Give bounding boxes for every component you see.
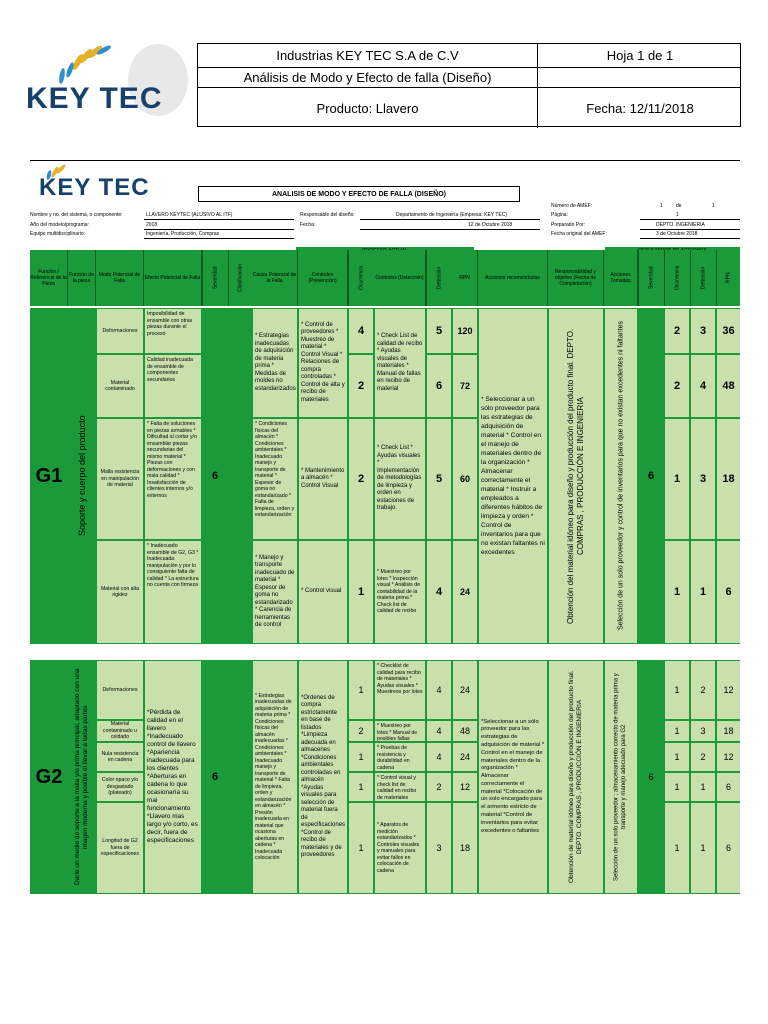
- g1-acciones: [479, 309, 547, 643]
- g2-rpn-3-text: 24: [459, 751, 470, 762]
- g1-sev2: [638, 308, 664, 644]
- g2-ocurrencia-5-text: 1: [358, 842, 364, 853]
- g1-det2-3-text: 3: [699, 472, 707, 485]
- g1-ocurrencia-1-text: 4: [357, 324, 365, 337]
- form-title: ANALISIS DE MODO Y EFECTO DE FALLA (DISEÑO): [272, 190, 446, 198]
- g2-id: [30, 660, 68, 894]
- g2-deteccion-ctrl-1: [375, 661, 425, 719]
- date-label: Fecha:: [300, 222, 316, 228]
- g2-deteccion-2-text: 4: [436, 725, 442, 736]
- team-label: Equipo multidisciplinario:: [30, 231, 86, 237]
- col-deteccion-ctrl: [374, 250, 426, 306]
- g1-ocu2-4-text: 1: [673, 585, 681, 598]
- g1-deteccion-4-text: 4: [435, 585, 443, 598]
- col-sev2: [638, 250, 664, 306]
- g1-deteccion-ctrl-2-text: * Check List * Ayudas visuales * Implementación de metodologías de limpieza y orden en estaciones de trabajo.: [377, 445, 422, 512]
- g2-rpn2-4: [717, 773, 740, 801]
- g2-modo-5: [97, 803, 143, 893]
- g1-rpn2-1-text: 36: [722, 324, 735, 337]
- g2-modo-4-text: Color opaco y/o desgastado (plateado): [101, 777, 139, 797]
- g1-ocu2-1: [665, 309, 689, 353]
- g2-rpn2-2: [717, 721, 740, 741]
- g1-rpn2-4-text: 6: [725, 585, 732, 598]
- g2-deteccion-4-text: 2: [436, 781, 442, 792]
- g2-ocurrencia-1-text: 1: [358, 684, 364, 695]
- g1-rpn-3: [453, 419, 477, 539]
- g2-responsabilidad-text: Obtención de material idóneo para diseño y producción del producto final. DEPTO. COMPRAS , PRODUCCIÓN E INGENIERIA: [568, 670, 583, 884]
- g2-deteccion-5-text: 3: [436, 842, 442, 853]
- g2-rpn-5-text: 18: [459, 842, 470, 853]
- g1-deteccion-3-text: 5: [435, 472, 443, 485]
- form-logo: [35, 162, 185, 202]
- col-funcion-pieza: [68, 250, 96, 306]
- g1-tomadas: [605, 309, 637, 643]
- col-tomadas-label: Acciones Tomadas: [610, 272, 631, 284]
- g1-causa-1-text: * Estrategias inadecuadas de adquisición de materia prima * Medidas de moldes no estandarizados: [255, 333, 296, 392]
- col-severidad-label: Severidad: [212, 266, 219, 290]
- g2-rpn2-1: [717, 661, 740, 719]
- orig-value: 3 de Octubre 2018: [656, 231, 698, 237]
- col-ocurrencia: [348, 250, 374, 306]
- col-efecto-label: Efecto Potencial de Falla: [144, 275, 201, 281]
- g1-efecto-1: [145, 309, 201, 353]
- col-clasificacion-label: Clasificación: [237, 263, 244, 293]
- g2-det2-2: [691, 721, 715, 741]
- g2-deteccion-ctrl-3-text: * Pruebas de resistencia y durabilidad en cadena: [377, 745, 410, 771]
- g2-modo-4: [97, 773, 143, 801]
- col-det2-label: Detección: [700, 266, 707, 290]
- col-modo: [96, 250, 144, 306]
- g1-ocu2-1-text: 2: [673, 324, 681, 337]
- rule: [640, 238, 740, 239]
- g2-deteccion-ctrl-2: [375, 721, 425, 741]
- g2-rpn2-3: [717, 743, 740, 771]
- g1-funcion-text: Soporte y cuerpo del producto: [76, 415, 87, 537]
- col-tomadas: [604, 250, 638, 306]
- g2-modo-1-text: Deformaciones: [102, 686, 138, 693]
- g2-modo-3-text: Nula resistencia en cadena: [101, 750, 139, 763]
- year-label: Año del modelo/programa:: [30, 222, 89, 228]
- g2-ocu2-2-text: 1: [674, 725, 680, 736]
- col-causa: [252, 250, 298, 306]
- g2-deteccion-ctrl-4-text: * Control visual y check list de calidad en recibo de materiales: [377, 775, 417, 801]
- g2-clasificacion: [228, 660, 252, 894]
- prep-value: DEPTO. INGENIERIA: [656, 222, 705, 228]
- team-value: Ingeniería, Producción, Compras: [146, 231, 220, 237]
- g1-tomadas-text: Selección de un solo proveedor y control de inventarios para que no existan excedentes ni faltantes: [617, 321, 625, 631]
- g2-prevencion: [299, 661, 347, 893]
- g1-rpn2-3: [717, 419, 740, 539]
- g1-modo-4: [97, 541, 143, 643]
- g2-ocurrencia-4: [349, 773, 373, 801]
- amef-value: 1: [660, 203, 663, 209]
- col-prevencion: [298, 250, 348, 306]
- g2-modo-2: [97, 721, 143, 741]
- rule: [640, 229, 740, 230]
- g2-rpn2-4-text: 6: [725, 781, 731, 792]
- page-label: Página:: [551, 212, 568, 218]
- amef-de: de: [676, 203, 682, 209]
- g1-causa-3-text: * Manejo y transporte inadecuado de material * Espesor de goma no estandarizado * Carencia de herramientas de control: [255, 554, 295, 628]
- g2-ocu2-2: [665, 721, 689, 741]
- g2-sev2-text: 6: [648, 771, 654, 782]
- g1-causa-2-text: * Condiciones físicas del almacén * Condiciones ambientales * Inadecuado manejo y transporte de material * Espesor de goma no estandarizado * Falta de limpieza, orden y estandarización: [255, 421, 295, 518]
- g2-rpn2-5: [717, 803, 740, 893]
- g1-prevencion-3-text: * Control visual: [301, 588, 342, 595]
- g2-rpn-2-text: 48: [459, 725, 470, 736]
- g2-acciones: [479, 661, 547, 893]
- g2-deteccion-3: [427, 743, 451, 771]
- g2-rpn2-3-text: 12: [723, 751, 734, 762]
- col-ocu2: [664, 250, 690, 306]
- header-box: [197, 43, 741, 127]
- g1-ocu2-3: [665, 419, 689, 539]
- col-rpn-label: RPN: [459, 275, 470, 281]
- g1-efecto-3-text: * Falta de soluciones en piezas armables * Dificultad al cortar y/o ensamblar piezas secundarias del mismo material * Piezas con deformaciones y con mala calidad * Insatisfacción de clientes internos y/o externos: [147, 421, 197, 499]
- g1-rpn-2-text: 72: [459, 380, 470, 391]
- g2-ocurrencia-3: [349, 743, 373, 771]
- g2-deteccion-1: [427, 661, 451, 719]
- g2-ocurrencia-3-text: 1: [358, 751, 364, 762]
- amef-label: Número de AMEF:: [551, 203, 593, 209]
- g2-funcion-text: Darle un medio de soporte a la malla y/o prima principal, adaptado con una imagen moderna y posible el llevar a todas partes: [74, 668, 89, 886]
- g1-deteccion-ctrl-1: [375, 309, 425, 417]
- g2-id-text: G2: [35, 765, 63, 788]
- g1-deteccion-ctrl-2: [375, 419, 425, 539]
- g1-det2-1-text: 3: [699, 324, 707, 337]
- g2-ocurrencia-2-text: 2: [358, 725, 364, 736]
- header-date: Fecha: 12/11/2018: [586, 100, 694, 116]
- g1-prevencion-3: [299, 541, 347, 643]
- g2-ocu2-5: [665, 803, 689, 893]
- col-responsabilidad: [548, 250, 604, 306]
- g2-modo-1: [97, 661, 143, 719]
- g1-ocurrencia-3-text: 2: [357, 472, 365, 485]
- g2-deteccion-4: [427, 773, 451, 801]
- g1-severidad: [202, 308, 228, 644]
- col-funcion-label: Función / Referencia de la Pieza: [30, 269, 67, 287]
- g2-deteccion-ctrl-3: [375, 743, 425, 771]
- g1-deteccion-1-text: 5: [435, 324, 443, 337]
- g1-det2-3: [691, 419, 715, 539]
- g2-ocurrencia-4-text: 1: [358, 781, 364, 792]
- g1-rpn2-2-text: 48: [722, 379, 735, 392]
- form-top-rule: [30, 160, 740, 161]
- col-ocu2-label: Ocurrencia: [674, 265, 681, 291]
- g1-rpn2-4: [717, 541, 740, 643]
- g1-ocurrencia-2-text: 2: [357, 379, 365, 392]
- g1-ocurrencia-4-text: 1: [357, 585, 365, 598]
- analysis-title: Análisis de Modo y Efecto de falla (Diseño): [198, 68, 538, 87]
- g1-ocurrencia-3: [349, 419, 373, 539]
- col-funcion-pieza-label: Función de la pieza: [69, 272, 94, 284]
- g2-rpn2-5-text: 6: [725, 842, 731, 853]
- g2-ocu2-3-text: 1: [674, 751, 680, 762]
- g2-det2-2-text: 3: [700, 725, 706, 736]
- g2-ocu2-1: [665, 661, 689, 719]
- g2-tomadas-text: Selección de un solo proveedor ; almacenamiento correcto de materia prima y transporte y manejo adecuado para G2: [613, 673, 627, 881]
- g2-rpn-1-text: 24: [459, 684, 470, 695]
- g1-severidad-text: 6: [211, 469, 219, 482]
- g2-rpn-5: [453, 803, 477, 893]
- col-ocurrencia-label: Ocurrencia: [358, 265, 365, 291]
- col-det2: [690, 250, 716, 306]
- product-name: Producto: Llavero: [198, 88, 538, 128]
- g1-prevencion-2: [299, 419, 347, 539]
- logo-text: KEY TEC: [26, 82, 163, 115]
- g1-efecto-3: [145, 419, 201, 539]
- g1-ocurrencia-1: [349, 309, 373, 353]
- rule: [360, 219, 540, 220]
- col-deteccion: [426, 250, 452, 306]
- g1-causa-3: [253, 541, 297, 643]
- g1-det2-2-text: 4: [699, 379, 707, 392]
- g2-det2-1: [691, 661, 715, 719]
- company-logo: [18, 40, 188, 120]
- g1-det2-4: [691, 541, 715, 643]
- g1-prevencion-1-text: * Control de proveedores * Muestreo de material * Control Visual * Relaciones de compra controladas * Control de alta y recibo de materiales: [301, 321, 345, 403]
- name-label: Nombre y no. del sistema, o componente:: [30, 212, 123, 218]
- g2-acciones-text: *Seleccionar a un sólo proveedor para las estrategias de adquisición de material * Control en el manejo de materiales dentro de la organización * Almacenar correctamente el material *Colocación de un solo encargado para el armento estricto de material *Control de inventarios para evitar excedentes o faltantes: [481, 718, 545, 834]
- g1-modo-3: [97, 419, 143, 539]
- page-value: 1: [676, 212, 679, 218]
- g1-acciones-text: * Seleccionar a un sólo proveedor para las estrategias de adquisición de material * Control en el manejo de materiales dentro de la organización * Almacenar correctamente el material * Instruir a empleados a diferentes hábitos de limpieza y orden * Control de inventarios para que no existan faltantes ni excedentes: [481, 396, 545, 556]
- g1-prevencion-2-text: * Mantenimiento a almacén * Control Visual: [301, 467, 345, 489]
- form-title-box: [198, 186, 520, 202]
- g1-rpn2-1: [717, 309, 740, 353]
- g1-rpn-1-text: 120: [457, 325, 473, 336]
- orig-label: Fecha original del AMEF:: [551, 231, 607, 237]
- g1-det2-1: [691, 309, 715, 353]
- col-acciones-label: Acciones recomendadas: [485, 275, 540, 281]
- g2-modo-3: [97, 743, 143, 771]
- g2-severidad: [202, 660, 228, 894]
- g1-id-text: G1: [35, 464, 63, 487]
- g2-rpn-4: [453, 773, 477, 801]
- prep-label: Preparado Por:: [551, 222, 585, 228]
- g1-prevencion-1: [299, 309, 347, 417]
- g1-det2-2: [691, 355, 715, 417]
- col-responsabilidad-label: Responsabilidad y objetivo (Fecha de Completación): [554, 269, 597, 287]
- rule: [360, 229, 540, 230]
- rule: [144, 229, 294, 230]
- g2-deteccion-ctrl-2-text: * Muestreo por lotes * Manual de posibles fallas: [377, 723, 418, 741]
- g2-responsabilidad: [549, 661, 603, 893]
- sheet-number: Hoja 1 de 1: [606, 48, 674, 63]
- g2-ocurrencia-5: [349, 803, 373, 893]
- g2-det2-5: [691, 803, 715, 893]
- g2-deteccion-5: [427, 803, 451, 893]
- g2-deteccion-1-text: 4: [436, 684, 442, 695]
- g2-modo-2-text: Material contaminado u oxidado: [102, 721, 138, 741]
- g2-severidad-text: 6: [211, 770, 219, 783]
- g1-responsabilidad: [549, 309, 603, 643]
- g1-efecto-1-text: Imposibilidad de ensamble con otras piezas durante el proceso: [147, 311, 193, 337]
- col-efecto: [144, 250, 202, 306]
- g2-rpn-4-text: 12: [459, 781, 470, 792]
- g2-deteccion-2: [427, 721, 451, 741]
- g1-rpn-2: [453, 355, 477, 417]
- g1-id: [30, 308, 68, 644]
- g1-modo-1: [97, 309, 143, 353]
- g1-modo-2-text: Material contaminado: [105, 379, 135, 392]
- g2-causas: [253, 661, 297, 893]
- g2-det2-4: [691, 773, 715, 801]
- g2-ocu2-5-text: 1: [674, 842, 680, 853]
- rule: [144, 219, 294, 220]
- g1-ocu2-3-text: 1: [673, 472, 681, 485]
- date-value: 12 de Octubre 2018: [468, 222, 513, 228]
- g2-causas-text: * Estrategias inadecuadas de adquisición de materia prima * Condiciones físicas del almacén inadecuadas * Condiciones ambientales * Inadecuado manejo y transporte de material * Falta de limpieza, orden y estandarización en almacén * Presión inadecuada en material que ocasiona aberturas en cadena * Inadecuada colocación: [255, 692, 292, 861]
- g2-det2-1-text: 2: [700, 684, 706, 695]
- g1-deteccion-ctrl-3: [375, 541, 425, 643]
- g1-sev2-text: 6: [647, 469, 655, 482]
- g1-efecto-4: [145, 541, 201, 643]
- g1-ocu2-4: [665, 541, 689, 643]
- g2-ocurrencia-1: [349, 661, 373, 719]
- g2-prevencion-text: *Ordenes de compra estrictamente en base de listados *Limpieza adecuada en almacenes *Condiciones ambientales controladas en almacén *Ayudas visuales para selección de material fuera de especificaciones *Control de recibo de materiales y de proveedores: [301, 694, 346, 858]
- g1-rpn-4-text: 24: [459, 586, 470, 597]
- g1-modo-1-text: Deformaciones: [102, 327, 138, 334]
- g2-rpn2-2-text: 18: [723, 725, 734, 736]
- col-rpn: [452, 250, 478, 306]
- g1-modo-4-text: Material con alta rigidez: [100, 585, 140, 598]
- col-sev2-label: Severidad: [648, 266, 655, 290]
- amef-total: 1: [712, 203, 715, 209]
- g1-deteccion-2-text: 6: [435, 379, 443, 392]
- g2-det2-3: [691, 743, 715, 771]
- col-rpn2: [716, 250, 740, 306]
- g1-causa-1: [253, 309, 297, 417]
- g1-deteccion-4: [427, 541, 451, 643]
- col-clasificacion: [228, 250, 252, 306]
- g1-responsabilidad-text: Obtención del material idóneo para diseño y producción del producto final. DEPTO. COMPRAS , PRODUCCIÓN E INGENIERIA: [566, 328, 585, 624]
- g1-ocurrencia-2: [349, 355, 373, 417]
- g2-ocu2-3: [665, 743, 689, 771]
- year-value: 2018: [146, 222, 158, 228]
- g1-det2-4-text: 1: [699, 585, 707, 598]
- g1-rpn2-2: [717, 355, 740, 417]
- g1-rpn-4: [453, 541, 477, 643]
- form-logo-text: KEY TEC: [39, 174, 150, 201]
- g1-rpn-3-text: 60: [459, 473, 470, 484]
- g2-deteccion-ctrl-5-text: * Aparatos de medición estandarizados * Controles visuales y manuales para evitar fallos en colocación de cadena: [377, 822, 420, 874]
- col-acciones: [478, 250, 548, 306]
- g2-sev2: [638, 660, 664, 894]
- g1-rpn-1: [453, 309, 477, 353]
- g2-ocu2-4-text: 1: [674, 781, 680, 792]
- col-causa-label: Causa Potencial de la Falla: [252, 272, 297, 284]
- g1-deteccion-2: [427, 355, 451, 417]
- g2-modo-5-text: Longitud de G2 fuera de especificaciones: [100, 838, 140, 858]
- g2-rpn-3: [453, 743, 477, 771]
- g1-ocurrencia-4: [349, 541, 373, 643]
- rule: [640, 219, 740, 220]
- g1-modo-3-text: Malla resistencia en manipulación de material: [100, 469, 140, 489]
- g1-rpn2-3-text: 18: [722, 472, 735, 485]
- g2-rpn-2: [453, 721, 477, 741]
- col-deteccion-label: Detección: [436, 266, 443, 290]
- company-name: Industrias KEY TEC S.A de C.V: [198, 44, 538, 67]
- g2-ocu2-4: [665, 773, 689, 801]
- g1-efecto-2: [145, 355, 201, 417]
- g2-funcion: [68, 660, 96, 894]
- g2-tomadas: [605, 661, 637, 893]
- g2-rpn-1: [453, 661, 477, 719]
- resp-value: Departamento de Ingeniería (Empresa: KEY TEC): [396, 212, 507, 218]
- g1-funcion: [68, 308, 96, 644]
- g2-ocu2-1-text: 1: [674, 684, 680, 695]
- g2-deteccion-ctrl-5: [375, 803, 425, 893]
- g1-clasificacion: [228, 308, 252, 644]
- g2-deteccion-ctrl-4: [375, 773, 425, 801]
- g1-deteccion-ctrl-1-text: * Check List de calidad de recibo * Ayudas visuales de materiales * Manual de fallas en recibo de material: [377, 333, 423, 392]
- resp-label: Responsable del diseño:: [300, 212, 355, 218]
- g2-det2-4-text: 1: [700, 781, 706, 792]
- g1-deteccion-3: [427, 419, 451, 539]
- g1-ocu2-2-text: 2: [673, 379, 681, 392]
- g1-deteccion-ctrl-3-text: * Muestreo por lotes * Inspección visual * Análisis de contabilidad de la materia prima * Check list de calidad de recibo: [377, 569, 420, 615]
- g2-det2-5-text: 1: [700, 842, 706, 853]
- rule: [144, 238, 294, 239]
- g2-efectos: [145, 661, 201, 893]
- col-deteccion-ctrl-label: Controles (Detección): [375, 275, 424, 281]
- g2-efectos-text: *Pérdida de calidad en el llavero *Inadecuado control de llavero *Apariencia inadecuada para los clientes *Aberturas en cadena lo que ocasionaría su mal funcionamiento *Llavero mas largo y/o corto, es decir, fuera de especificaciones: [147, 709, 198, 844]
- col-rpn2-label: RPN: [725, 272, 732, 284]
- g2-rpn2-1-text: 12: [723, 684, 734, 695]
- g2-deteccion-ctrl-1-text: * Checklist de calidad para recibo de materiales * Ayudas visuales * Muestreos por lotes: [377, 663, 423, 695]
- g2-ocurrencia-2: [349, 721, 373, 741]
- col-severidad: [202, 250, 228, 306]
- name-value: LLAVERO KEYTEC (ALUSIVO AL ITF): [146, 212, 233, 218]
- g2-det2-3-text: 2: [700, 751, 706, 762]
- g1-modo-2: [97, 355, 143, 417]
- col-modo-label: Modo Potencial de Falla: [98, 272, 141, 284]
- col-prevencion-label: Controles (Prevención): [308, 272, 337, 284]
- g1-efecto-2-text: Calidad inadecuada de ensamble de componentes secundarios: [147, 357, 193, 383]
- g1-causa-2: [253, 419, 297, 539]
- g1-ocu2-2: [665, 355, 689, 417]
- g1-deteccion-1: [427, 309, 451, 353]
- col-funcion: [30, 250, 68, 306]
- g2-deteccion-3-text: 4: [436, 751, 442, 762]
- g1-efecto-4-text: * Inadecuado ensamble de G2, G3 * Inadecuada manipulación y por lo consiguiente falta de calidad * La estructura no cuenta con firmeza: [147, 543, 199, 588]
